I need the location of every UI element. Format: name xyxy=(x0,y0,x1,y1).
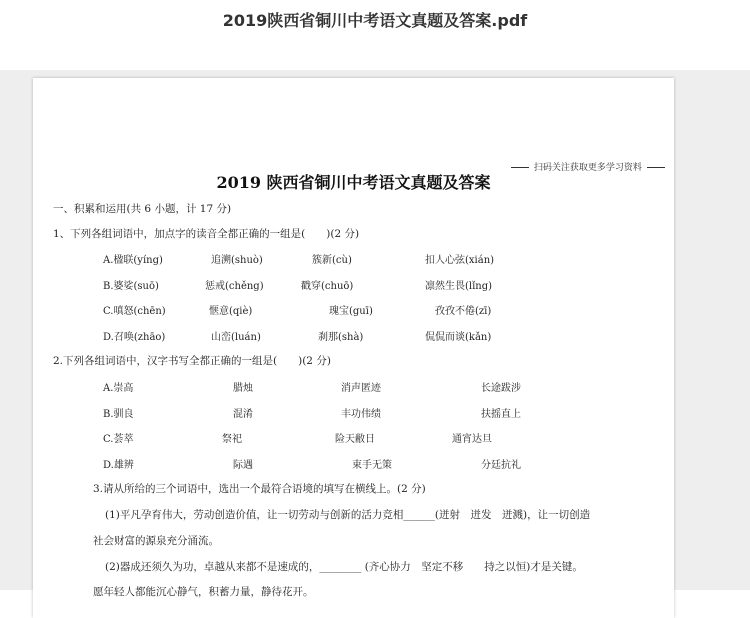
q1-option-a-1: A.楹联(yíng) xyxy=(103,255,163,266)
q1-option-a-4: 扣人心弦(xián) xyxy=(425,255,495,266)
q1-option-a-3: 簇新(cù) xyxy=(312,255,352,266)
viewer-toolbar xyxy=(0,0,750,70)
header-rule-left xyxy=(511,167,529,168)
q1-option-b-2: 惩戒(chěng) xyxy=(205,281,264,292)
question-3-part-2: (2)器成还须久为功，卓越从来都不是速成的，________ (齐心协力 坚定不移 持之以恒)才是关键。 xyxy=(105,561,583,573)
header-rule-right xyxy=(647,167,665,168)
q2-option-c-1: C.荟萃 xyxy=(103,434,134,445)
q1-option-d-2: 山峦(luán) xyxy=(211,332,261,343)
question-1-stem: 1、下列各组词语中，加点字的读音全都正确的一组是( )(2 分) xyxy=(53,228,360,240)
q1-option-d-4: 侃侃而谈(kǎn) xyxy=(425,332,492,343)
q2-option-d-3: 束手无策 xyxy=(352,460,392,471)
q2-option-c-4: 通宵达旦 xyxy=(452,434,492,445)
q2-option-d-4: 分廷抗礼 xyxy=(481,460,521,471)
q2-option-b-3: 丰功伟绩 xyxy=(341,409,381,420)
q1-option-a-2: 追溯(shuò) xyxy=(211,255,263,266)
file-title: 2019陕西省铜川中考语文真题及答案.pdf xyxy=(222,11,528,30)
q1-option-c-1: C.嗔怒(chēn) xyxy=(103,306,166,317)
question-3-part-1: (1)平凡孕育伟大，劳动创造价值，让一切劳动与创新的活力竞相______(迸射 迸发 迸溅)，让一切创造 xyxy=(105,509,591,521)
q2-option-d-1: D.雄辨 xyxy=(103,460,134,471)
q2-option-a-3: 消声匿迹 xyxy=(341,383,381,394)
q2-option-d-2: 际遇 xyxy=(233,460,253,471)
document-viewer[interactable] xyxy=(0,70,750,598)
q2-option-c-3: 险天敝日 xyxy=(335,434,375,445)
q1-option-d-1: D.召唤(zhāo) xyxy=(103,332,166,343)
document-title: 2019 陕西省铜川中考语文真题及答案 xyxy=(216,173,491,192)
q1-option-c-3: 瑰宝(guī) xyxy=(329,306,373,317)
q2-option-b-4: 扶摇直上 xyxy=(481,409,521,420)
question-3-part-1-cont: 社会财富的源泉充分涌流。 xyxy=(93,535,219,547)
q1-option-b-1: B.婆娑(suō) xyxy=(103,281,159,292)
q1-option-c-2: 惬意(qiè) xyxy=(209,306,253,317)
q1-option-c-4: 孜孜不倦(zī) xyxy=(435,306,492,317)
question-2-stem: 2.下列各组词语中，汉字书写全都正确的一组是( )(2 分) xyxy=(53,355,331,367)
question-3-stem: 3.请从所给的三个词语中，选出一个最符合语境的填写在横线上。(2 分) xyxy=(93,483,426,495)
q2-option-a-4: 长途跋涉 xyxy=(481,383,521,394)
q2-option-a-2: 腊烛 xyxy=(233,383,253,394)
q1-option-b-4: 凛然生畏(lǐng) xyxy=(425,281,493,292)
q2-option-b-1: B.驯良 xyxy=(103,409,134,420)
document-page xyxy=(33,78,674,618)
q2-option-c-2: 祭祀 xyxy=(222,434,242,445)
question-3-part-2-cont: 愿年轻人都能沉心静气，积蓄力量，静待花开。 xyxy=(93,586,314,598)
q1-option-b-3: 戳穿(chuō) xyxy=(301,281,354,292)
q1-option-d-3: 刹那(shà) xyxy=(318,332,364,343)
q2-option-b-2: 混淆 xyxy=(233,409,253,420)
header-note-text: 扫码关注获取更多学习资料 xyxy=(533,163,642,173)
q2-option-a-1: A.崇高 xyxy=(103,383,134,394)
section-heading: 一、积累和运用(共 6 小题，计 17 分) xyxy=(53,203,232,215)
